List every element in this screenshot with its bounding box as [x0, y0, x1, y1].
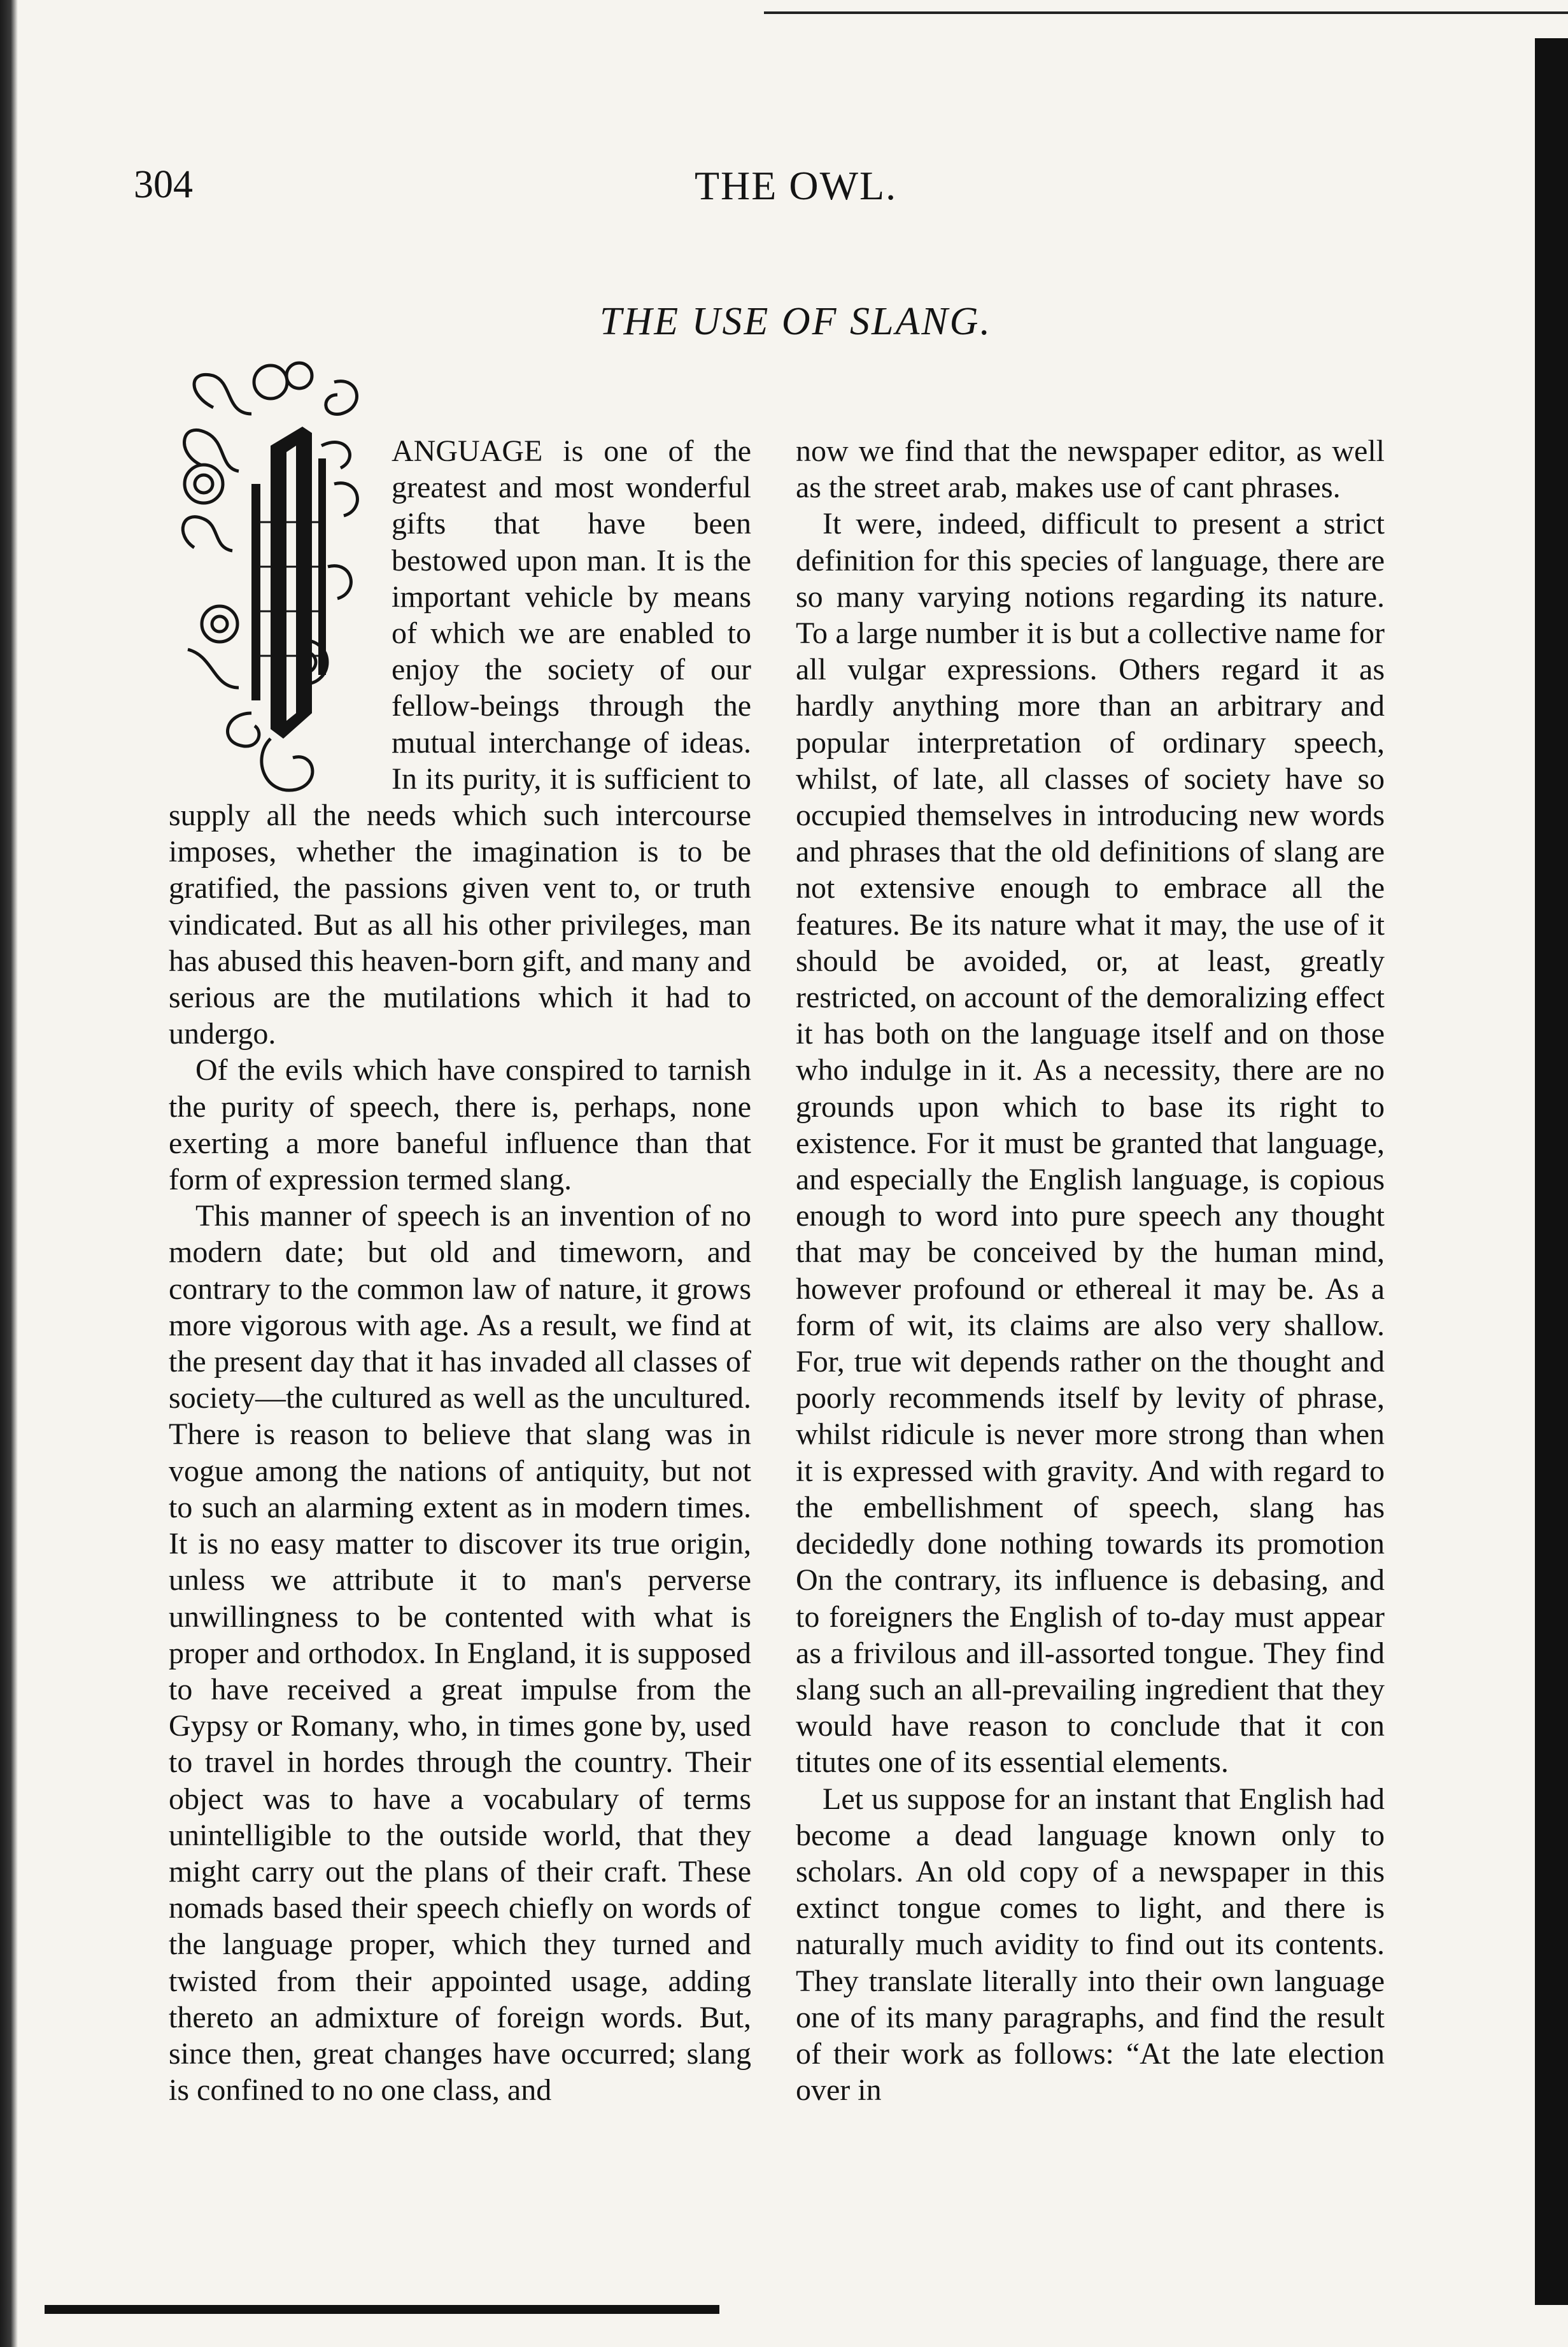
paragraph: This manner of speech is an invention of no modern date; but old and timeworn, and contrary to the common law of nature, it grows more vigorous with age. As a result, we find at the present day that it has invaded all classes of society—the cultured as well as the uncultured. There is reason to believe that slang was in vogue among the nations of antiquity, but not to such an alarming extent as in modern times. It is no easy matter to discover its true origin, unless we attribute it to man's perverse unwillingness to be contented with what is proper and orthodox. In England, it is supposed to have received a great impulse from the Gypsy or Romany, who, in times gone by, used to travel in hordes through the country. Their object was to have a vocabulary of terms unintelligible to the outside world, that they might carry out the plans of their craft. These nomads based their speech chiefly on words of the language proper, which they turned and twisted from their appointed usage, adding thereto an admixture of foreign words. But, since then, great changes have occurred; slang is confined to no one class, and — [169, 1199, 751, 2108]
svg-text:L: L — [290, 765, 294, 772]
page-number: 304 — [134, 163, 193, 206]
article-title: THE USE OF SLANG. — [600, 300, 992, 343]
top-rule — [764, 11, 1568, 14]
bottom-rule — [45, 2305, 719, 2314]
paragraph: Of the evils which have conspired to tarnish the purity of speech, there is, perhaps, none exerting a more baneful influence than that form of expression termed slang. — [169, 1053, 751, 1197]
dropcap-wrap — [169, 427, 392, 790]
scan-right-edge — [1535, 38, 1568, 2305]
right-column — [796, 433, 1385, 2108]
page-header — [134, 162, 1458, 213]
paragraph: Let us suppose for an instant that English had become a dead language known only to scholars. An old copy of a newspaper in this extinct tongue comes to light, and there is naturally much avidity to find out its contents. They translate literally into their own language one of its many paragraphs, and find the result of their work as follows: “At the late election over in — [796, 1782, 1385, 2108]
paragraph: ANGUAGE is one of the greatest and most wonderful gifts that have been bestowed upon man. It is the important vehicle by means of which we are enabled to enjoy the society of our fellow-beings through the mutual interchange of ideas. In its purity, it is sufficient to supply all the needs which such intercourse imposes, whether the imagination is to be gratified, the passions given vent to, or truth vindicated. But as all his other privileges, man has abused this heaven-born gift, and many and serious are the mutilations which it had to undergo. — [169, 434, 751, 1051]
paragraph: It were, indeed, difficult to present a strict definition for this species of language, there are so many varying notions regarding its nature. To a large number it is but a collective name for all vulgar expressions. Others regard it as hardly anything more than an arbitrary and popular interpretation of ordinary speech, whilst, of late, all classes of society have so occupied themselves in introducing new words and phrases that the old definitions of slang are not extensive enough to embrace all the features. Be its nature what it may, the use of it should be avoided, or, at least, greatly restricted, on account of the demoralizing effect it has both on the language itself and on those who indulge in it. As a necessity, there are no grounds upon which to base its right to existence. For it must be granted that language, and especially the English language, is copious enough to word into pure speech any thought that may be conceived by the human mind, however profound or ethereal it may be. As a form of wit, its claims are also very shallow. For, true wit depends rather on the thought and poorly recommends itself by levity of phrase, whilst ridicule is never more strong than when it is expressed with gravity. And with regard to the embellishment of speech, slang has decidedly done nothing towards its promotion On the contrary, its influence is debasing, and to foreigners the English of to-day must appear as a frivilous and ill-assorted tongue. They find slang such an all-prevailing ingredient that they would have reason to conclude that it con titutes one of its essential elements. — [796, 507, 1385, 1780]
left-column — [169, 433, 751, 2108]
paragraph: now we find that the newspaper editor, as well as the street arab, makes use of cant phrases. — [796, 434, 1385, 505]
scan-left-edge — [0, 0, 18, 2347]
running-head: THE OWL. — [694, 163, 898, 208]
